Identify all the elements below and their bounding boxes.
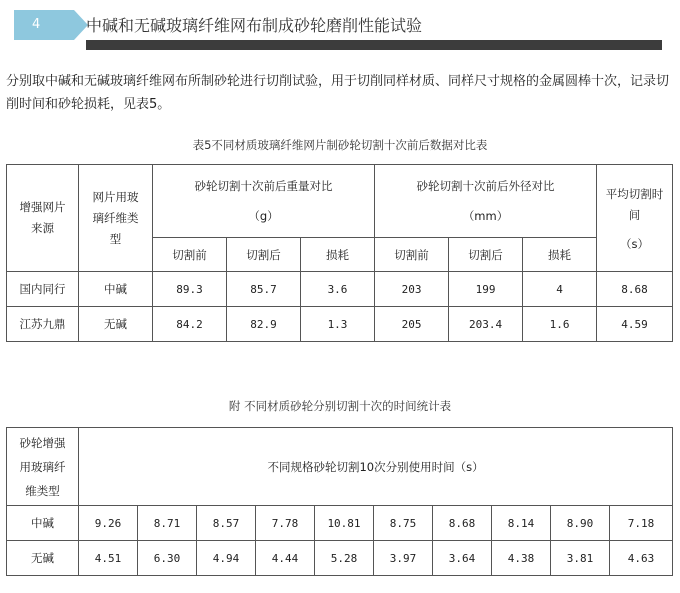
time-cell: 4.63: [610, 541, 673, 576]
row-fiber-type: 无碱: [79, 307, 153, 342]
sub-header-diameter-before: 切割前: [375, 238, 449, 272]
section-title: 中碱和无碱玻璃纤维网布制成砂轮磨削性能试验: [86, 16, 423, 35]
table-row: [7, 541, 673, 576]
row-diameter-before: 203: [375, 272, 449, 307]
col-header-fiber-type: 砂轮增强用玻璃纤维类型: [7, 428, 79, 506]
time-cell: 9.26: [79, 506, 138, 541]
col-header-avg-time: [597, 165, 673, 272]
row-fiber-type: 中碱: [79, 272, 153, 307]
section-header: [0, 0, 680, 56]
time-cell: 4.38: [492, 541, 551, 576]
col-header-avg-time-label: 平均切割时间: [605, 187, 664, 222]
sub-header-weight-loss: 损耗: [301, 238, 375, 272]
row-weight-after: 85.7: [227, 272, 301, 307]
row-weight-loss: 1.3: [301, 307, 375, 342]
group-header-weight: [153, 165, 375, 238]
table-row: [7, 272, 673, 307]
time-cell: 6.30: [138, 541, 197, 576]
time-cell: 8.71: [138, 506, 197, 541]
row-weight-before: 84.2: [153, 307, 227, 342]
sub-header-diameter-after: 切割后: [449, 238, 523, 272]
time-cell: 8.68: [433, 506, 492, 541]
row-fiber-type: 无碱: [7, 541, 79, 576]
row-source: 国内同行: [7, 272, 79, 307]
time-cell: 3.81: [551, 541, 610, 576]
time-cell: 7.18: [610, 506, 673, 541]
time-cell: 5.28: [315, 541, 374, 576]
sub-header-weight-after: 切割后: [227, 238, 301, 272]
row-avg-time: 4.59: [597, 307, 673, 342]
col-header-avg-time-unit: （s）: [620, 237, 650, 251]
sub-header-weight-before: 切割前: [153, 238, 227, 272]
header-divider: [86, 40, 662, 50]
time-cell: 4.94: [197, 541, 256, 576]
intro-paragraph: 分别取中碱和无碱玻璃纤维网布所制砂轮进行切削试验，用于切削同样材质、同样尺寸规格的金属圆棒十次，记录切削时间和砂轮损耗，见表5。: [6, 74, 670, 112]
row-fiber-type: 中碱: [7, 506, 79, 541]
row-diameter-before: 205: [375, 307, 449, 342]
group-header-diameter-unit: （mm）: [462, 209, 509, 223]
row-weight-loss: 3.6: [301, 272, 375, 307]
col-header-fiber-type: 网片用玻璃纤维类型: [79, 165, 153, 272]
table2-caption: 附 不同材质砂轮分别切割十次的时间统计表: [228, 399, 452, 413]
row-diameter-loss: 4: [523, 272, 597, 307]
table-row: [7, 307, 673, 342]
time-cell: 3.97: [374, 541, 433, 576]
row-diameter-after: 199: [449, 272, 523, 307]
time-statistics-table: [6, 427, 673, 576]
comparison-table: [6, 164, 673, 342]
group-header-diameter-label: 砂轮切割十次前后外径对比: [416, 179, 555, 193]
row-avg-time: 8.68: [597, 272, 673, 307]
row-weight-after: 82.9: [227, 307, 301, 342]
time-cell: 10.81: [315, 506, 374, 541]
group-header-weight-unit: （g）: [248, 209, 279, 223]
section-number-badge: 4: [14, 10, 74, 40]
time-cell: 7.78: [256, 506, 315, 541]
group-header-weight-label: 砂轮切割十次前后重量对比: [194, 179, 333, 193]
row-diameter-after: 203.4: [449, 307, 523, 342]
row-diameter-loss: 1.6: [523, 307, 597, 342]
table1-caption: 表5不同材质玻璃纤维网片制砂轮切割十次前后数据对比表: [192, 138, 488, 152]
header-cut-times: 不同规格砂轮切割10次分别使用时间（s）: [79, 428, 673, 506]
time-cell: 8.57: [197, 506, 256, 541]
time-cell: 8.75: [374, 506, 433, 541]
table-row: [7, 506, 673, 541]
row-source: 江苏九鼎: [7, 307, 79, 342]
time-cell: 3.64: [433, 541, 492, 576]
time-cell: 4.44: [256, 541, 315, 576]
time-cell: 8.90: [551, 506, 610, 541]
time-cell: 4.51: [79, 541, 138, 576]
time-cell: 8.14: [492, 506, 551, 541]
sub-header-diameter-loss: 损耗: [523, 238, 597, 272]
group-header-diameter: [375, 165, 597, 238]
col-header-source: 增强网片来源: [7, 165, 79, 272]
row-weight-before: 89.3: [153, 272, 227, 307]
